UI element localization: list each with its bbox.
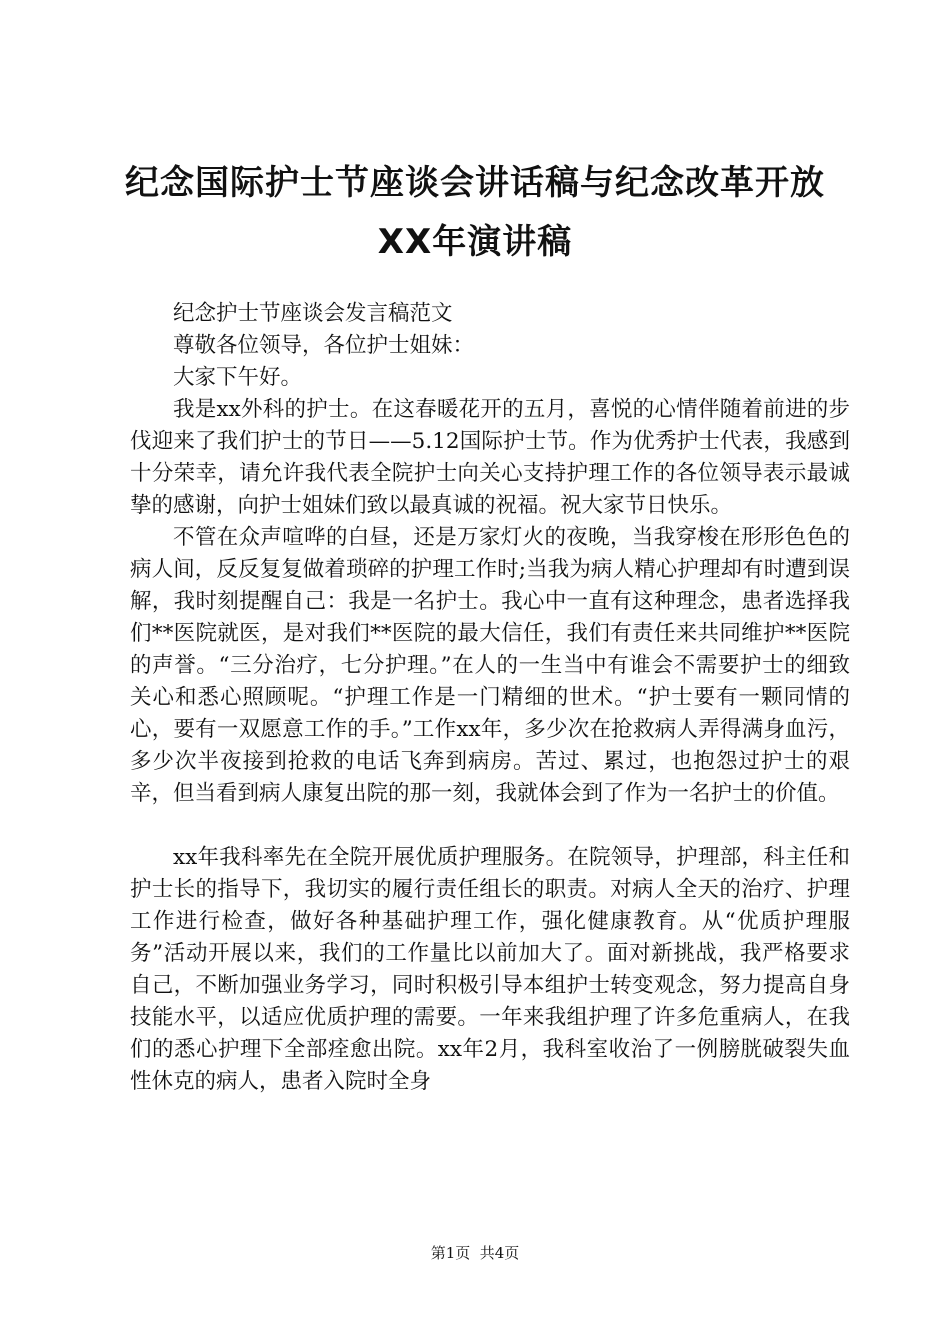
paragraph-greeting: 大家下午好。 <box>173 365 303 390</box>
page-footer: 第1页 共4页 <box>430 1244 520 1262</box>
paragraph: 不管在众声喧哗的白昼，还是万家灯火的夜晚，当我穿梭在形形色色的病人间，反反复复做着琐碎的护理工作时;当我为病人精心护理却有时遭到误解，我时刻提醒自己：我是一名护士。我心中一直有这种理念，患者选择我们**医院就医，是对我们**医院的最大信任，我们有责任来共同维护**医院的声誉。“三分治疗，七分护理。”在人的一生当中有谁会不需要护士的细致关心和悉心照顾呢。“护理工作是一门精细的世术。“护士要有一颗同情的心，要有一双愿意工作的手。”工作xx年，多少次在抢救病人弄得满身血污，多少次半夜接到抢救的电话飞奔到病房。苦过、累过，也抱怨过护士的艰辛，但当看到病人康复出院的那一刻，我就体会到了作为一名护士的价值。 <box>130 525 850 806</box>
paragraph-heading: 纪念护士节座谈会发言稿范文 <box>173 301 453 326</box>
paragraph: 我是xx外科的护士。在这春暖花开的五月，喜悦的心情伴随着前进的步伐迎来了我们护士的节日——5.12国际护士节。作为优秀护士代表，我感到十分荣幸，请允许我代表全院护士向关心支持护理工作的各位领导表示最诚挚的感谢，向护士姐妹们致以最真诚的祝福。祝大家节日快乐。 <box>130 397 850 518</box>
document-title-line2: XX年演讲稿 <box>377 222 573 262</box>
document-body <box>130 298 850 1098</box>
paragraph: xx年我科率先在全院开展优质护理服务。在院领导，护理部，科主任和护士长的指导下，我切实的履行责任组长的职责。对病人全天的治疗、护理工作进行检查，做好各种基础护理工作，强化健康教育。从“优质护理服务”活动开展以来，我们的工作量比以前加大了。面对新挑战，我严格要求自己，不断加强业务学习，同时积极引导本组护士转变观念，努力提高自身技能水平，以适应优质护理的需要。一年来我组护理了许多危重病人，在我们的悉心护理下全部痊愈出院。xx年2月，我科室收治了一例膀胱破裂失血性休克的病人，患者入院时全身 <box>130 845 850 1094</box>
paragraph-salutation: 尊敬各位领导，各位护士姐妹： <box>173 333 475 358</box>
document-title-line1: 纪念国际护士节座谈会讲话稿与纪念改革开放 <box>125 163 825 203</box>
